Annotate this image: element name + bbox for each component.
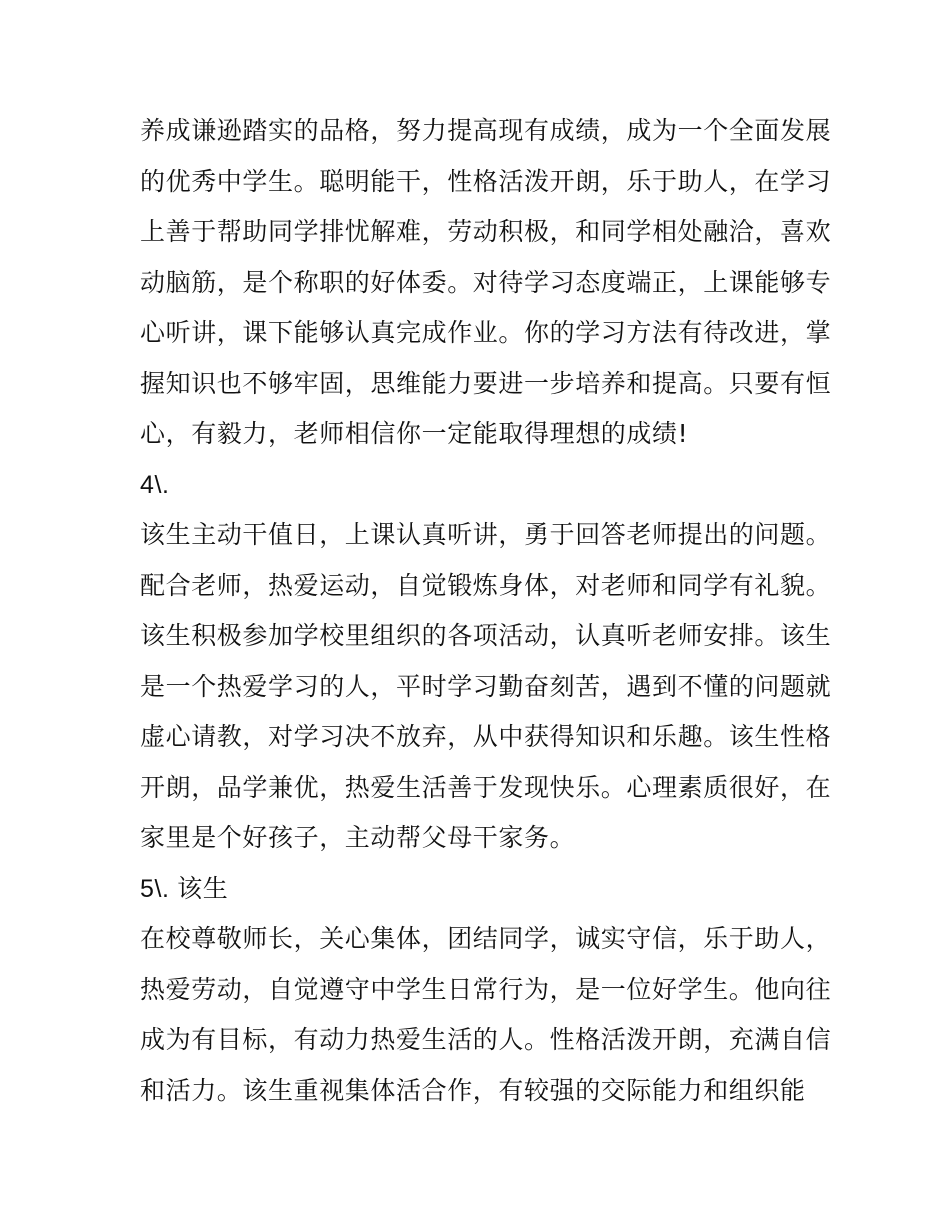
text-line: 该生主动干值日，上课认真听讲，勇于回答老师提出的问题。 [140,520,832,549]
text-line: 在校尊敬师长，关心集体，团结同学，诚实守信，乐于助人， [140,924,832,953]
text-line: 配合老师，热爱运动，自觉锻炼身体，对老师和同学有礼貌。 [140,570,832,600]
text-line: 是一个热爱学习的人，平时学习勤奋刻苦，遇到不懂的问题就 [140,671,832,701]
text-line: 握知识也不够牢固，思维能力要进一步培养和提高。只要有恒 [140,368,832,398]
text-line: 该生积极参加学校里组织的各项活动，认真听老师安排。该生 [140,621,832,650]
text-line: 热爱劳动，自觉遵守中学生日常行为，是一位好学生。他向往 [140,974,832,1004]
text-line: 心听讲，课下能够认真完成作业。你的学习方法有待改进，掌 [140,318,832,347]
text-line: 动脑筋，是个称职的好体委。对待学习态度端正，上课能够专 [140,267,832,297]
text-line: 家里是个好孩子，主动帮父母干家务。 [140,823,576,852]
text-line: 和活力。该生重视集体活合作，有较强的交际能力和组织能 [140,1075,806,1105]
text-line: 上善于帮助同学排忧解难，劳动积极，和同学相处融洽，喜欢 [140,217,832,246]
document-body [140,106,832,1116]
item-number-5: 5\. 该生 [140,874,229,903]
text-line: 心，有毅力，老师相信你一定能取得理想的成绩! [140,419,689,448]
text-line: 养成谦逊踏实的品格，努力提高现有成绩，成为一个全面发展 [140,116,832,145]
text-line: 的优秀中学生。聪明能干，性格活泼开朗，乐于助人，在学习 [140,166,832,196]
item-number-4: 4\. [140,470,170,499]
text-line: 成为有目标，有动力热爱生活的人。性格活泼开朗，充满自信 [140,1025,832,1054]
text-line: 开朗，品学兼优，热爱生活善于发现快乐。心理素质很好，在 [140,772,832,802]
text-line: 虚心请教，对学习决不放弃，从中获得知识和乐趣。该生性格 [140,722,832,751]
